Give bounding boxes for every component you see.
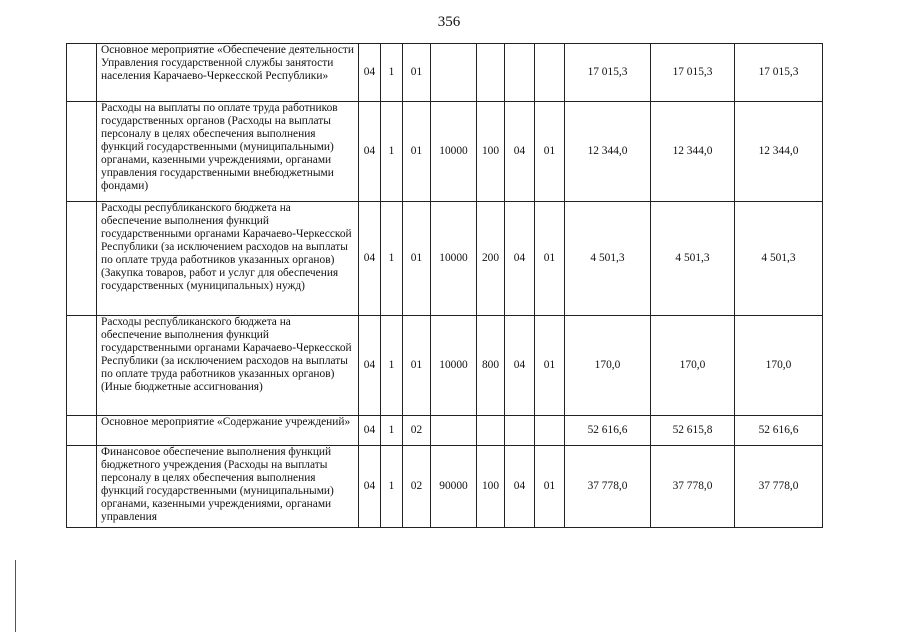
- table-row: [67, 202, 823, 316]
- code-cell: [477, 416, 505, 446]
- description-cell: Расходы на выплаты по оплате труда работников государственных органов (Расходы на выплаты персоналу в целях обеспечения выполнения функций государственными (муниципальными) органами, казенными учреждениями, органами управления государственными внебюджетными фондами): [97, 102, 359, 202]
- code-cell: 02: [403, 416, 431, 446]
- code-cell: 1: [381, 44, 403, 102]
- code-cell: 04: [505, 316, 535, 416]
- code-cell: [535, 416, 565, 446]
- number-cell: [67, 202, 97, 316]
- table-row: [67, 316, 823, 416]
- table-row: [67, 44, 823, 102]
- description-cell: Финансовое обеспечение выполнения функций бюджетного учреждения (Расходы на выплаты персоналу в целях обеспечения выполнения функций государственными (муниципальными) органами, казенными учреждениями, органами управления: [97, 446, 359, 528]
- amount-cell: 37 778,0: [651, 446, 735, 528]
- code-cell: 01: [403, 202, 431, 316]
- table-row: [67, 446, 823, 528]
- code-cell: 04: [359, 44, 381, 102]
- code-cell: 04: [359, 202, 381, 316]
- amount-cell: 12 344,0: [565, 102, 651, 202]
- code-cell: 04: [359, 102, 381, 202]
- code-cell: 1: [381, 202, 403, 316]
- code-cell: [505, 416, 535, 446]
- number-cell: [67, 44, 97, 102]
- code-cell: 01: [535, 446, 565, 528]
- code-cell: 01: [403, 316, 431, 416]
- code-cell: 04: [359, 446, 381, 528]
- code-cell: 100: [477, 102, 505, 202]
- code-cell: 10000: [431, 102, 477, 202]
- description-cell: Основное мероприятие «Обеспечение деятельности Управления государственной службы занятости населения Карачаево-Черкесской Республики»: [97, 44, 359, 102]
- code-cell: 1: [381, 316, 403, 416]
- code-cell: 10000: [431, 202, 477, 316]
- amount-cell: 17 015,3: [565, 44, 651, 102]
- table-row: [67, 416, 823, 446]
- amount-cell: 170,0: [651, 316, 735, 416]
- code-cell: 02: [403, 446, 431, 528]
- code-cell: 04: [505, 102, 535, 202]
- page-number: 356: [437, 14, 461, 30]
- amount-cell: 52 616,6: [565, 416, 651, 446]
- code-cell: 1: [381, 416, 403, 446]
- amount-cell: 170,0: [735, 316, 823, 416]
- code-cell: [535, 44, 565, 102]
- code-cell: 1: [381, 102, 403, 202]
- amount-cell: 12 344,0: [651, 102, 735, 202]
- number-cell: [67, 316, 97, 416]
- number-cell: [67, 102, 97, 202]
- amount-cell: 37 778,0: [735, 446, 823, 528]
- amount-cell: 4 501,3: [735, 202, 823, 316]
- code-cell: 04: [505, 446, 535, 528]
- description-cell: Основное мероприятие «Содержание учреждений»: [97, 416, 359, 446]
- code-cell: 1: [381, 446, 403, 528]
- description-cell: Расходы республиканского бюджета на обеспечение выполнения функций государственными органами Карачаево-Черкесской Республики (за исключением расходов на выплаты по оплате труда работников указанных органов) (Закупка товаров, работ и услуг для обеспечения государственных (муниципальных) нужд): [97, 202, 359, 316]
- code-cell: 200: [477, 202, 505, 316]
- code-cell: 01: [403, 44, 431, 102]
- code-cell: 04: [359, 316, 381, 416]
- code-cell: [505, 44, 535, 102]
- code-cell: 01: [535, 202, 565, 316]
- amount-cell: 12 344,0: [735, 102, 823, 202]
- code-cell: 01: [535, 102, 565, 202]
- code-cell: 01: [403, 102, 431, 202]
- code-cell: 04: [359, 416, 381, 446]
- margin-line: [15, 560, 16, 632]
- amount-cell: 4 501,3: [651, 202, 735, 316]
- code-cell: 90000: [431, 446, 477, 528]
- number-cell: [67, 446, 97, 528]
- code-cell: [477, 44, 505, 102]
- amount-cell: 52 615,8: [651, 416, 735, 446]
- amount-cell: 37 778,0: [565, 446, 651, 528]
- code-cell: 800: [477, 316, 505, 416]
- amount-cell: 17 015,3: [651, 44, 735, 102]
- amount-cell: 4 501,3: [565, 202, 651, 316]
- code-cell: [431, 44, 477, 102]
- amount-cell: 52 616,6: [735, 416, 823, 446]
- code-cell: 10000: [431, 316, 477, 416]
- code-cell: [431, 416, 477, 446]
- amount-cell: 170,0: [565, 316, 651, 416]
- code-cell: 01: [535, 316, 565, 416]
- budget-table: [66, 43, 823, 528]
- code-cell: 100: [477, 446, 505, 528]
- table-row: [67, 102, 823, 202]
- description-cell: Расходы республиканского бюджета на обеспечение выполнения функций государственными органами Карачаево-Черкесской Республики (за исключением расходов на выплаты по оплате труда работников указанных органов) (Иные бюджетные ассигнования): [97, 316, 359, 416]
- number-cell: [67, 416, 97, 446]
- amount-cell: 17 015,3: [735, 44, 823, 102]
- code-cell: 04: [505, 202, 535, 316]
